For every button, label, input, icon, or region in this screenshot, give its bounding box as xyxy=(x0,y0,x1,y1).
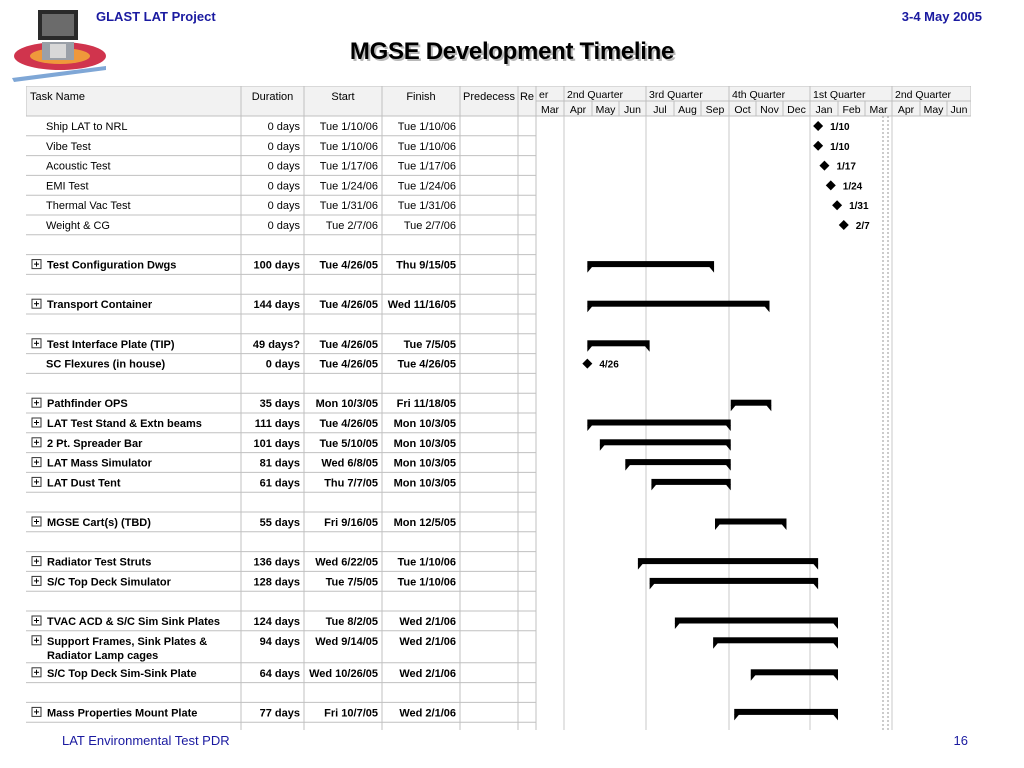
task-finish: Tue 7/5/05 xyxy=(403,338,456,351)
task-duration: 64 days xyxy=(259,667,300,680)
task-finish: Wed 2/1/06 xyxy=(399,616,456,628)
task-name: MGSE Cart(s) (TBD) xyxy=(47,517,151,529)
task-name: Weight & CG xyxy=(46,220,110,232)
quarter-label-4: 1st Quarter xyxy=(813,89,866,101)
task-finish: Tue 1/10/06 xyxy=(397,576,456,589)
task-duration: 0 days xyxy=(267,140,300,153)
task-start: Tue 4/26/05 xyxy=(319,259,378,272)
month-label-6: Sep xyxy=(705,104,725,116)
task-name: TVAC ACD & S/C Sim Sink Plates xyxy=(47,616,220,628)
month-label-8: Nov xyxy=(760,104,779,116)
column-header-1: Duration xyxy=(251,91,294,103)
month-label-4: Jul xyxy=(653,104,667,116)
project-name: GLAST LAT Project xyxy=(96,9,216,24)
task-start: Thu 7/7/05 xyxy=(324,477,378,490)
page-number: 16 xyxy=(953,733,968,748)
task-start: Fri 9/16/05 xyxy=(324,517,378,529)
summary-bar-start-cap xyxy=(600,445,605,451)
task-duration: 0 days xyxy=(267,160,300,173)
task-name: EMI Test xyxy=(46,180,89,193)
summary-bar xyxy=(587,301,769,307)
summary-bar-end-cap xyxy=(781,524,786,530)
month-label-0: Mar xyxy=(540,104,560,116)
quarter-label-5: 2nd Quarter xyxy=(895,89,952,101)
task-start: Tue 1/24/06 xyxy=(319,180,378,193)
task-start: Tue 1/31/06 xyxy=(319,200,378,213)
month-label-10: Jan xyxy=(815,104,833,116)
task-start: Tue 8/2/05 xyxy=(325,616,378,628)
task-duration: 111 days xyxy=(254,418,300,430)
task-finish: Wed 2/1/06 xyxy=(399,707,456,720)
task-finish: Tue 2/7/06 xyxy=(403,220,456,232)
column-header-4: Predecess xyxy=(463,91,515,103)
task-start: Wed 9/14/05 xyxy=(315,635,378,648)
task-duration: 101 days xyxy=(253,437,300,450)
page-title: MGSE Development Timeline xyxy=(349,38,675,65)
month-label-1: Apr xyxy=(569,104,587,116)
summary-bar-end-cap xyxy=(813,564,818,570)
task-start: Tue 1/17/06 xyxy=(319,160,378,173)
summary-bar xyxy=(751,669,838,675)
task-start: Mon 10/3/05 xyxy=(315,398,378,411)
summary-bar-end-cap xyxy=(726,425,731,431)
task-finish: Mon 12/5/05 xyxy=(393,517,456,529)
task-name: LAT Dust Tent xyxy=(47,477,121,490)
milestone-marker xyxy=(832,200,842,210)
task-name: Vibe Test xyxy=(46,140,91,153)
month-label-13: Apr xyxy=(897,104,915,116)
task-duration: 55 days xyxy=(259,517,300,529)
milestone-label: 1/17 xyxy=(836,161,856,173)
task-finish: Mon 10/3/05 xyxy=(393,437,456,450)
task-start: Wed 6/22/05 xyxy=(315,556,378,569)
task-start: Tue 1/10/06 xyxy=(319,121,378,133)
task-name: Support Frames, Sink Plates & xyxy=(47,635,208,648)
quarter-label-2: 3rd Quarter xyxy=(649,89,703,101)
summary-bar-end-cap xyxy=(645,346,650,352)
task-duration: 136 days xyxy=(253,556,300,569)
task-name: Transport Container xyxy=(47,299,153,312)
summary-bar-end-cap xyxy=(765,306,770,312)
task-duration: 77 days xyxy=(259,707,300,720)
summary-bar xyxy=(625,459,730,465)
month-label-3: Jun xyxy=(624,104,641,116)
task-duration: 0 days xyxy=(267,220,300,232)
summary-bar-start-cap xyxy=(638,564,643,570)
summary-bar-start-cap xyxy=(715,524,720,530)
milestone-marker xyxy=(819,161,829,171)
task-start: Wed 10/26/05 xyxy=(309,667,378,680)
summary-bar xyxy=(650,578,819,584)
summary-bar-end-cap xyxy=(766,405,771,411)
task-finish: Wed 2/1/06 xyxy=(399,667,456,680)
summary-bar-start-cap xyxy=(587,346,592,352)
task-name: Radiator Test Struts xyxy=(47,556,152,569)
task-finish: Mon 10/3/05 xyxy=(393,457,456,470)
summary-bar-end-cap xyxy=(833,714,838,720)
task-name: Ship LAT to NRL xyxy=(46,121,128,133)
summary-bar-start-cap xyxy=(650,583,655,589)
summary-bar-start-cap xyxy=(651,484,656,490)
task-finish: Tue 4/26/05 xyxy=(397,358,456,371)
summary-bar-end-cap xyxy=(833,643,838,649)
task-finish: Mon 10/3/05 xyxy=(393,418,456,430)
summary-bar xyxy=(713,637,838,643)
task-duration: 94 days xyxy=(259,635,300,648)
summary-bar-start-cap xyxy=(734,714,739,720)
task-name: Test Interface Plate (TIP) xyxy=(47,338,175,351)
task-name: SC Flexures (in house) xyxy=(46,358,166,371)
summary-bar-start-cap xyxy=(587,267,592,273)
gantt-canvas xyxy=(26,86,971,730)
task-start: Tue 5/10/05 xyxy=(319,437,378,450)
task-start: Tue 1/10/06 xyxy=(319,140,378,153)
task-duration: 35 days xyxy=(259,398,300,411)
task-duration: 0 days xyxy=(267,200,300,213)
task-finish: Tue 1/10/06 xyxy=(397,121,456,133)
summary-bar-start-cap xyxy=(675,623,680,629)
quarter-label-3: 4th Quarter xyxy=(732,89,786,101)
task-name: S/C Top Deck Simulator xyxy=(47,576,171,589)
gantt-chart xyxy=(26,86,971,730)
summary-bar xyxy=(731,400,772,406)
summary-bar xyxy=(734,709,838,715)
summary-bar-end-cap xyxy=(813,583,818,589)
task-finish: Mon 10/3/05 xyxy=(393,477,456,490)
task-start: Fri 10/7/05 xyxy=(324,707,378,720)
task-duration: 100 days xyxy=(253,259,300,272)
summary-bar-end-cap xyxy=(709,267,714,273)
milestone-marker xyxy=(839,220,849,230)
summary-bar xyxy=(638,558,818,564)
task-duration: 61 days xyxy=(259,477,300,490)
task-start: Tue 4/26/05 xyxy=(319,358,378,371)
task-finish: Thu 9/15/05 xyxy=(396,259,456,272)
task-start: Tue 4/26/05 xyxy=(319,338,378,351)
month-label-15: Jun xyxy=(950,104,968,116)
summary-bar xyxy=(715,519,786,525)
task-duration: 81 days xyxy=(259,457,300,470)
header-date: 3-4 May 2005 xyxy=(901,9,982,24)
task-finish: Tue 1/24/06 xyxy=(397,180,456,193)
task-name: 2 Pt. Spreader Bar xyxy=(47,437,143,450)
month-label-5: Aug xyxy=(678,104,697,116)
month-label-14: May xyxy=(923,104,944,116)
task-start: Tue 4/26/05 xyxy=(319,299,378,312)
summary-bar-start-cap xyxy=(587,306,592,312)
milestone-marker xyxy=(582,359,592,369)
summary-bar xyxy=(587,340,649,346)
task-finish: Tue 1/10/06 xyxy=(397,140,456,153)
quarter-label-1: 2nd Quarter xyxy=(567,89,624,101)
summary-bar xyxy=(587,261,714,267)
task-name: Mass Properties Mount Plate xyxy=(47,707,198,720)
summary-bar-start-cap xyxy=(713,643,718,649)
task-duration: 144 days xyxy=(253,299,300,312)
milestone-label: 1/24 xyxy=(842,181,863,193)
task-finish: Wed 11/16/05 xyxy=(387,299,456,312)
summary-bar-end-cap xyxy=(726,465,731,471)
month-label-9: Dec xyxy=(787,104,806,116)
summary-bar-end-cap xyxy=(833,675,838,681)
task-duration: 0 days xyxy=(267,121,300,133)
summary-bar-start-cap xyxy=(731,405,736,411)
summary-bar-end-cap xyxy=(833,623,838,629)
column-header-2: Start xyxy=(331,91,355,103)
summary-bar xyxy=(651,479,730,485)
milestone-label: 1/10 xyxy=(830,122,850,133)
task-start: Tue 7/5/05 xyxy=(325,576,378,589)
task-duration: 49 days? xyxy=(252,338,300,351)
milestone-marker xyxy=(813,141,823,151)
task-finish: Fri 11/18/05 xyxy=(396,398,456,411)
summary-bar xyxy=(587,420,730,426)
summary-bar-start-cap xyxy=(587,425,592,431)
footer-label: LAT Environmental Test PDR xyxy=(62,733,230,748)
task-name: S/C Top Deck Sim-Sink Plate xyxy=(47,667,197,680)
column-header-5: Re xyxy=(519,91,535,103)
milestone-label: 4/26 xyxy=(599,359,619,371)
milestone-label: 2/7 xyxy=(855,221,870,232)
summary-bar-end-cap xyxy=(726,484,731,490)
summary-bar xyxy=(600,439,731,445)
summary-bar-end-cap xyxy=(726,445,731,451)
task-name: Thermal Vac Test xyxy=(46,200,131,213)
month-label-11: Feb xyxy=(842,104,861,116)
task-finish: Tue 1/31/06 xyxy=(397,200,456,213)
task-finish: Tue 1/17/06 xyxy=(397,160,456,173)
column-header-0: Task Name xyxy=(30,91,86,103)
task-name: LAT Test Stand & Extn beams xyxy=(47,418,202,430)
task-name: Pathfinder OPS xyxy=(47,398,128,411)
task-name: LAT Mass Simulator xyxy=(47,457,152,470)
task-start: Tue 2/7/06 xyxy=(325,220,378,232)
milestone-marker xyxy=(826,180,836,190)
task-name: Test Configuration Dwgs xyxy=(47,259,177,272)
task-duration: 128 days xyxy=(253,576,300,589)
task-duration: 124 days xyxy=(253,616,300,628)
month-label-7: Oct xyxy=(734,104,751,116)
task-duration: 0 days xyxy=(265,358,300,371)
task-finish: Wed 2/1/06 xyxy=(399,635,456,648)
task-start: Wed 6/8/05 xyxy=(321,457,378,470)
summary-bar-start-cap xyxy=(625,465,630,471)
milestone-marker xyxy=(813,121,823,131)
milestone-label: 1/10 xyxy=(830,141,850,153)
milestone-label: 1/31 xyxy=(849,201,869,213)
task-name-line-2: Radiator Lamp cages xyxy=(47,649,159,662)
summary-bar-start-cap xyxy=(751,675,756,681)
column-header-3: Finish xyxy=(406,91,436,103)
summary-bar xyxy=(675,618,838,624)
task-finish: Tue 1/10/06 xyxy=(397,556,456,569)
task-duration: 0 days xyxy=(267,180,300,193)
quarter-label-0: er xyxy=(539,89,549,101)
task-name: Acoustic Test xyxy=(46,160,111,173)
month-label-12: Mar xyxy=(869,104,888,116)
task-start: Tue 4/26/05 xyxy=(319,418,378,430)
month-label-2: May xyxy=(595,104,616,116)
